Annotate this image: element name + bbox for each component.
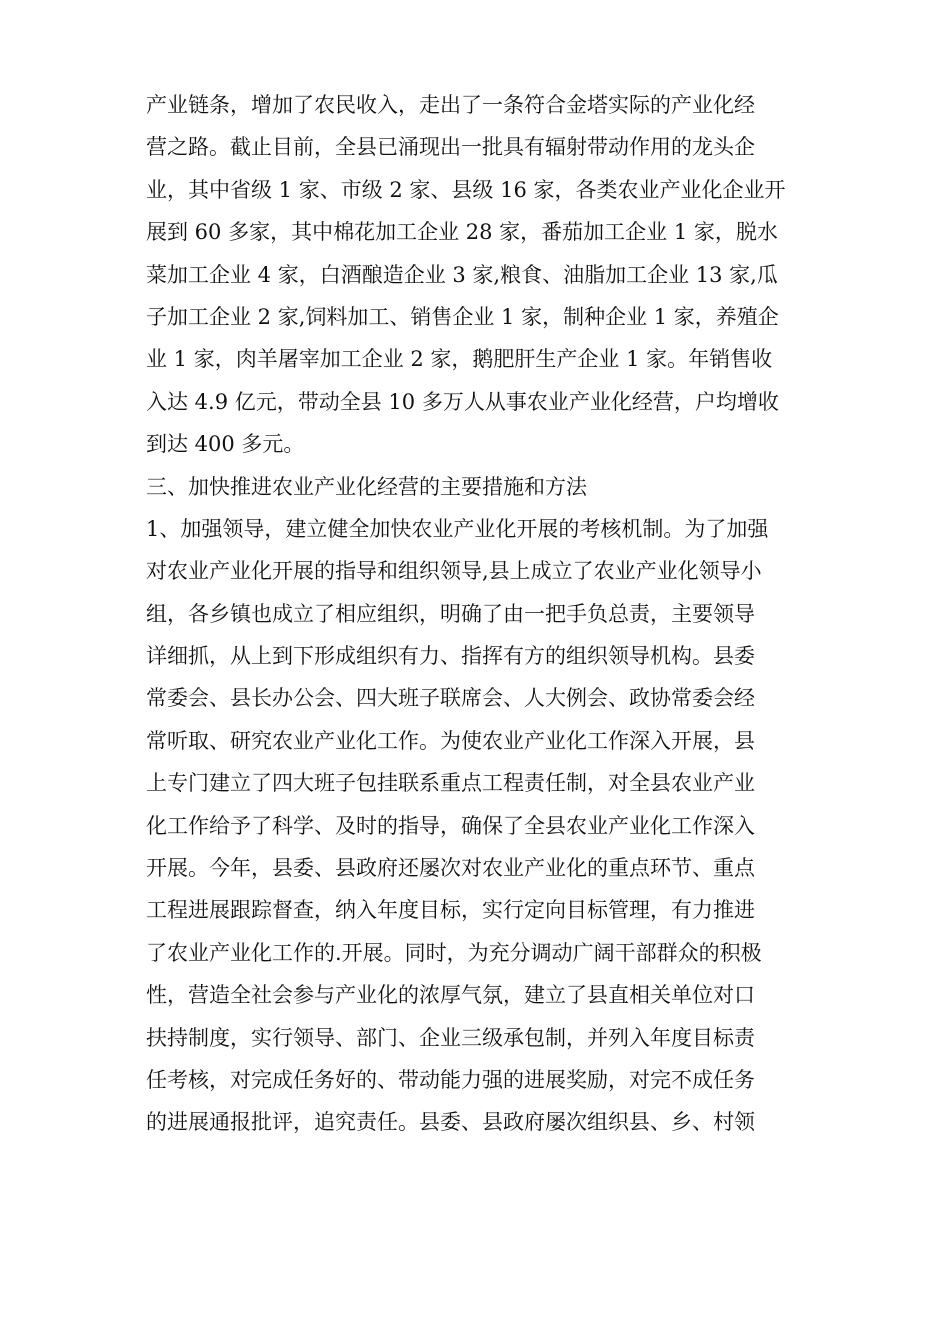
text-line: 常听取、研究农业产业化工作。为使农业产业化工作深入开展，县 bbox=[146, 728, 755, 753]
text-line: 子加工企业 2 家,饲料加工、销售企业 1 家，制种企业 1 家，养殖企 bbox=[146, 304, 779, 329]
text-line: 的进展通报批评，追究责任。县委、县政府屡次组织县、乡、村领 bbox=[146, 1110, 755, 1135]
text-line: 详细抓，从上到下形成组织有力、指挥有方的组织领导机构。县委 bbox=[146, 644, 755, 669]
text-line: 常委会、县长办公会、四大班子联席会、人大例会、政协常委会经 bbox=[146, 686, 755, 711]
text-line: 展到 60 多家，其中棉花加工企业 28 家，番茄加工企业 1 家，脱水 bbox=[146, 220, 778, 245]
text-line: 上专门建立了四大班子包挂联系重点工程责任制，对全县农业产业 bbox=[146, 771, 755, 796]
section-heading: 三、加快推进农业产业化经营的主要措施和方法 bbox=[146, 474, 587, 499]
text-line: 化工作给予了科学、及时的指导，确保了全县农业产业化工作深入 bbox=[146, 813, 755, 838]
text-line: 到达 400 多元。 bbox=[146, 432, 305, 457]
text-line: 对农业产业化开展的指导和组织领导,县上成立了农业产业化领导小 bbox=[146, 559, 762, 584]
text-line: 开展。今年，县委、县政府还屡次对农业产业化的重点环节、重点 bbox=[146, 856, 755, 881]
text-line: 菜加工企业 4 家，白酒酿造企业 3 家,粮食、油脂加工企业 13 家,瓜 bbox=[146, 262, 778, 287]
text-line: 产业链条，增加了农民收入，走出了一条符合金塔实际的产业化经 bbox=[146, 93, 755, 117]
text-line: 业，其中省级 1 家、市级 2 家、县级 16 家，各类农业产业化企业开 bbox=[146, 177, 786, 202]
text-line: 业 1 家，肉羊屠宰加工企业 2 家，鹅肥肝生产企业 1 家。年销售收 bbox=[146, 347, 773, 372]
text-line: 任考核，对完成任务好的、带动能力强的进展奖励，对完不成任务 bbox=[146, 1067, 755, 1092]
text-line: 扶持制度，实行领导、部门、企业三级承包制，并列入年度目标责 bbox=[146, 1025, 755, 1050]
text-line: 营之路。截止目前，全县已涌现出一批具有辐射带动作用的龙头企 bbox=[146, 135, 755, 160]
text-line: 1、加强领导，建立健全加快农业产业化开展的考核机制。为了加强 bbox=[146, 516, 769, 541]
text-line: 性，营造全社会参与产业化的浓厚气氛，建立了县直相关单位对口 bbox=[146, 983, 755, 1008]
body-text bbox=[146, 84, 811, 1144]
text-line: 了农业产业化工作的.开展。同时，为充分调动广阔干部群众的积极 bbox=[146, 940, 762, 965]
text-line: 组，各乡镇也成立了相应组织，明确了由一把手负总责，主要领导 bbox=[146, 601, 755, 626]
text-line: 入达 4.9 亿元，带动全县 10 多万人从事农业产业化经营，户均增收 bbox=[146, 389, 779, 414]
text-line: 工程进展跟踪督查，纳入年度目标，实行定向目标管理，有力推进 bbox=[146, 898, 755, 923]
